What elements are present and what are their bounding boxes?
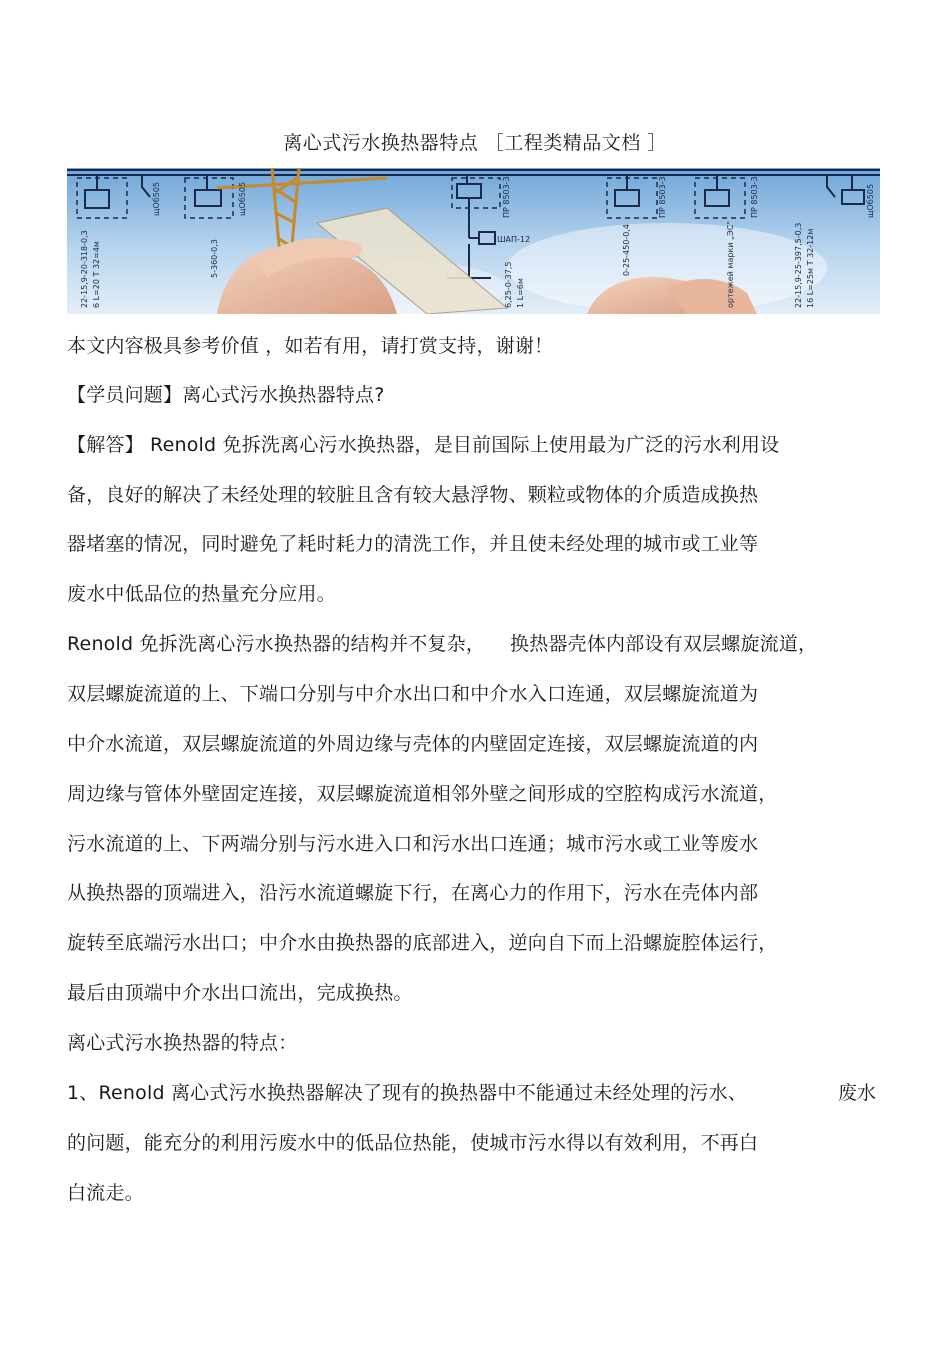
document-title: 离心式污水换热器特点 ［工程类精品文档 ］ [283,132,667,154]
banner-label: щОб505 [866,183,875,218]
body-line: 从换热器的顶端进入，沿污水流道螺旋下行，在离心力的作用下，污水在壳体内部 [67,882,759,904]
body-line: 双层螺旋流道的上、下端口分别与中介水出口和中介水入口连通，双层螺旋流道为 [67,683,759,705]
body-line: 白流走。 [67,1182,144,1204]
body-line: 1、Renold 离心式污水换热器解决了现有的换热器中不能通过未经处理的污水、 [67,1082,747,1104]
body-line: 污水流道的上、下两端分别与污水进入口和污水出口连通；城市污水或工业等废水 [67,833,759,855]
banner-label: 5-360-0,3 [210,239,219,278]
banner-label: 1 L=6м [516,278,525,308]
section-heading: 离心式污水换热器的特点： [67,1032,298,1054]
banner-label: щОб505 [152,181,161,216]
body-line: 的问题，能充分的利用污废水中的低品位热能，使城市污水得以有效利用，不再白 [67,1132,759,1154]
intro-text: 本文内容极具参考价值 ，如若有用，请打赏支持，谢谢！ [67,335,554,357]
banner-label: ортежей марки „ЭС" [726,220,735,308]
body-line: Renold 免拆洗离心污水换热器的结构并不复杂， 换热器壳体内部设有双层螺旋流道， [67,633,818,655]
body-line: 旋转至底端污水出口；中介水由换热器的底部进入，逆向自下而上沿螺旋腔体运行， [67,932,778,954]
banner-label: 6,25-0-37,5 [504,261,513,308]
body-line: 周边缘与管体外壁固定连接，双层螺旋流道相邻外壁之间形成的空腔构成污水流道， [67,783,778,805]
banner-label: ШАП-12 [497,235,531,244]
body-line: 中介水流道，双层螺旋流道的外周边缘与壳体的内壁固定连接，双层螺旋流道的内 [67,733,759,755]
body-line: 备，良好的解决了未经处理的较脏且含有较大悬浮物、颗粒或物体的介质造成换热 [67,484,759,506]
question-text: 【学员问题】离心式污水换热器特点? [67,384,385,406]
banner-label: ПР 8503-3 [750,176,759,218]
body-line: 器堵塞的情况，同时避免了耗时耗力的清洗工作，并且使未经处理的城市或工业等 [67,533,759,555]
banner-label: 6 L=20 T 32=4м [92,241,101,308]
banner-label: 16 L=25м T 32-12м [806,228,815,308]
banner-label: ПР 8503-3 [658,176,667,218]
banner-label: 22-15,9-20-318-0,3 [80,230,89,308]
banner-label: 0-25-450-0,4 [622,224,631,276]
banner-label: щОб505 [238,181,247,216]
banner-image [67,168,880,314]
banner-label: 22-15,9-25-397,5-0,3 [794,222,803,308]
body-line: 最后由顶端中介水出口流出，完成换热。 [67,982,413,1004]
banner-label: ПР 8503-3 [502,176,511,218]
body-line: 【解答】 Renold 免拆洗离心污水换热器，是目前国际上使用最为广泛的污水利用设 [67,434,780,456]
body-line: 废水中低品位的热量充分应用。 [67,583,336,605]
body-line-tail: 废水 [838,1082,877,1104]
